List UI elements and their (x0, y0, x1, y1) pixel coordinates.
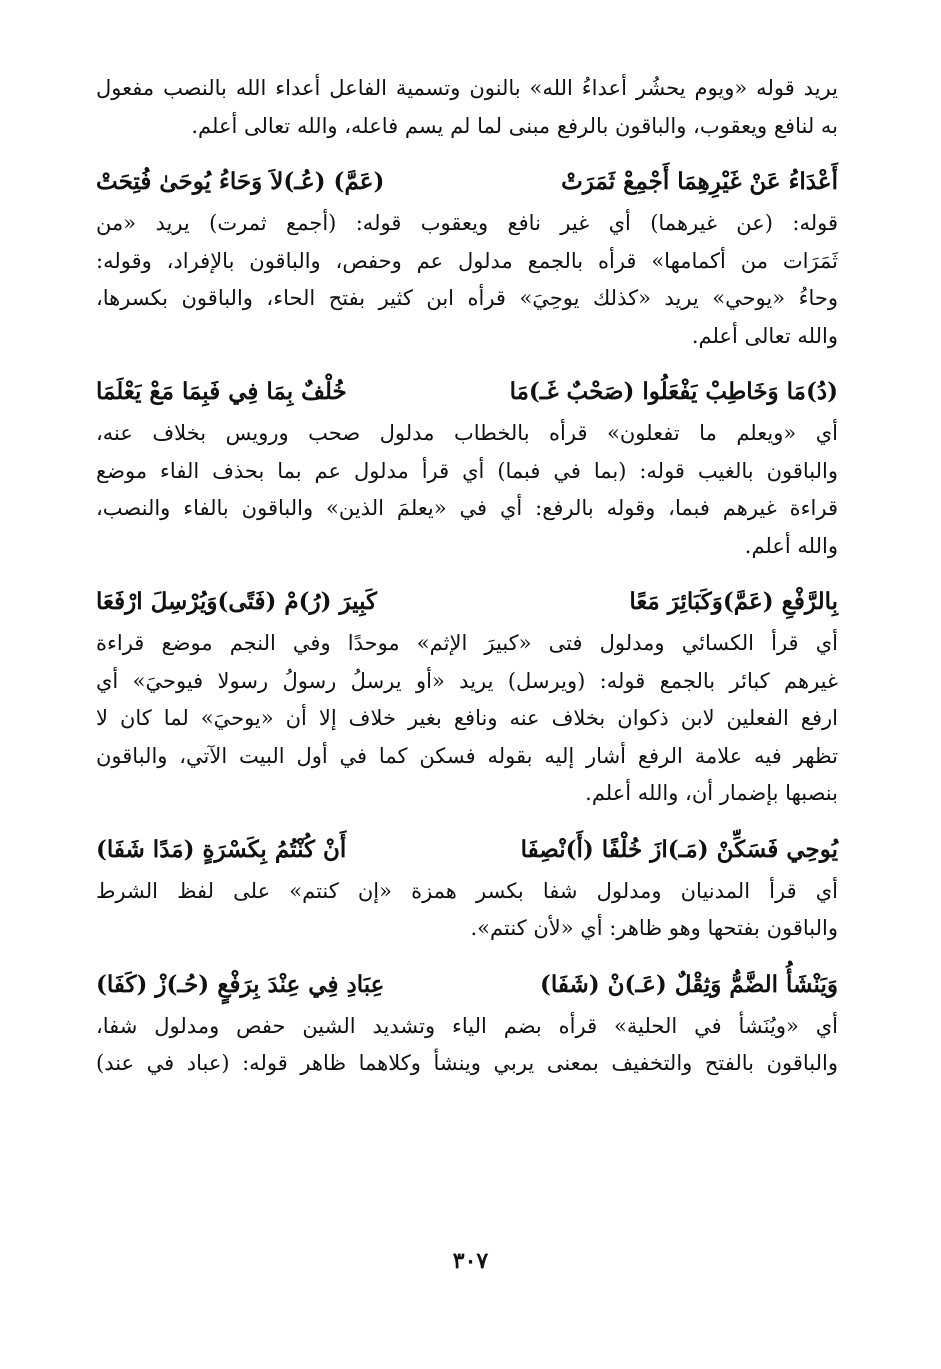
paragraph-2 (96, 205, 838, 355)
text-line: ارفع الفعلين لابن ذكوان بخلاف عنه ونافع بغير خلاف إلا أن «يوحيَ» لما كان لا (96, 706, 838, 730)
paragraph-3 (96, 415, 838, 565)
paragraph-1 (96, 70, 838, 145)
verse-left-hemistich: عِبَادِ فِي عِنْدَ بِرَفْعٍ (حُـ)زْ (كَفَا) (96, 970, 385, 998)
text-line: أي «ويُنَشأ في الحلية» قرأه بضم الياء وتشديد الشين حفص ومدلول شفا، (96, 1013, 838, 1038)
text-line: والباقون بفتحها وهو ظاهر: أي «لأن كنتم». (470, 916, 838, 940)
paragraph-6 (96, 1008, 838, 1083)
verse-2 (96, 369, 838, 415)
text-line: تظهر فيه علامة الرفع أشار إليه بقوله فسكن كما في أول البيت الآتي، والباقون (96, 743, 838, 768)
text-line: به لنافع ويعقوب، والباقون بالرفع مبنى لما لم يسم فاعله، والله تعالى أعلم. (191, 113, 838, 138)
text-line: أي قرأ الكسائي ومدلول فتى «كبيرَ الإثم» موحدًا وفي النجم موضع قراءة (96, 631, 838, 655)
verse-left-hemistich: خُلْفٌ بِمَا فِي فَبِمَا مَعْ يَعْلَمَا (96, 378, 347, 405)
text-line: والله أعلم. (744, 533, 838, 558)
text-line: والباقون بالغيب قوله: (بما في فبما) أي قرأ مدلول عم بما بحذف الفاء موضع (96, 458, 838, 483)
verse-right-hemistich: بِالرَّفْعِ (عَمَّ)وَكَبَائِرَ مَعًا (629, 588, 838, 615)
text-line: أي قرأ المدنيان ومدلول شفا بكسر همزة «إن كنتم» على لفظ الشرط (96, 878, 838, 903)
verse-left-hemistich: (عَمَّ) (عُـ)لاَ وَحَاءُ يُوحَىٰ فُتِحَتْ (96, 168, 385, 195)
verse-3 (96, 579, 838, 625)
text-line: قراءة غيرهم فبما، وقوله بالرفع: أي في «يعلمَ الذين» والباقون بالفاء والنصب، (96, 496, 838, 520)
text-line: غيرهم كبائر بالجمع قوله: (ويرسل) يريد «أو يرسلُ رسولُ رسولا فيوحيَ» أي (96, 668, 838, 693)
text-line: قوله: (عن غيرهما) أي غير نافع ويعقوب قوله: (أجمع ثمرت) يريد «من (96, 211, 838, 235)
text-line: وحاءُ «يوحي» يريد «كذلك يوحِيَ» قرأه ابن كثير بفتح الحاء، والباقون بكسرها، (96, 286, 838, 310)
verse-right-hemistich: يُوحِي فَسَكِّنْ (مَـ)ازَ خُلْفًا (أَ)نْصِفَا (520, 835, 838, 863)
verse-right-hemistich: وَيَنْشَأُ الضَّمُّ وَثِقْلٌ (عَـ)نْ (شَفَا) (539, 970, 838, 998)
page-number: ٣٠٧ (452, 1248, 489, 1274)
paragraph-5 (96, 873, 838, 948)
verse-1 (96, 159, 838, 205)
text-line: والله تعالى أعلم. (691, 323, 838, 348)
verse-5 (96, 962, 838, 1008)
paragraph-4 (96, 625, 838, 813)
text-line: أي «ويعلم ما تفعلون» قرأه بالخطاب مدلول صحب ورويس بخلاف عنه، (96, 421, 838, 445)
text-line: بنصبها بإضمار أن، والله أعلم. (585, 781, 838, 805)
verse-left-hemistich: أَنْ كُنْتُمُ بِكَسْرَةٍ (مَدًا شَفَا) (96, 835, 347, 863)
verse-left-hemistich: كَبِيرَ (رُ)مْ (فَتًى)وَيُرْسِلَ ارْفَعَا (96, 588, 378, 615)
verse-right-hemistich: (دُ)مَا وَخَاطِبْ يَفْعَلُوا (صَحْبٌ غَـ)مَا (509, 378, 838, 405)
text-line: يريد قوله «ويوم يحشُر أعداءُ الله» بالنون وتسمية الفاعل أعداء الله بالنصب مفعول (96, 76, 838, 100)
verse-right-hemistich: أَعْدَاءُ عَنْ غَيْرِهِمَا أَجْمِعْ ثَمَرَتْ (561, 168, 838, 195)
page-body (96, 70, 838, 1083)
verse-4 (96, 827, 838, 873)
text-line: ثَمَرَات من أكمامها» قرأه بالجمع مدلول عم وحفص، والباقون بالإفراد، وقوله: (96, 248, 838, 273)
text-line: والباقون بالفتح والتخفيف بمعنى يربي وينشأ وكلاهما ظاهر قوله: (عباد في عند) (96, 1051, 838, 1075)
